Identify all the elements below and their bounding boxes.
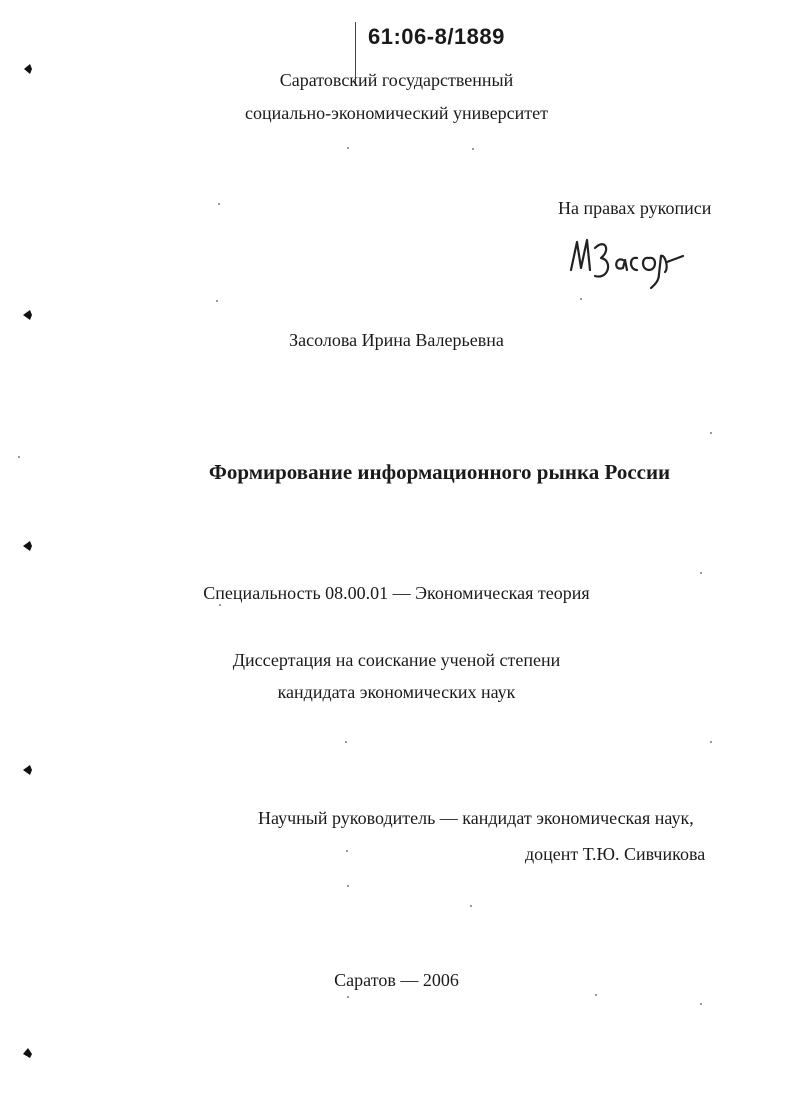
scan-speck	[345, 741, 347, 743]
dissertation-title: Формирование информационного рынка России	[208, 460, 671, 484]
supervisor-line-1: Научный руководитель — кандидат экономическая наук,	[258, 808, 694, 828]
scan-speck	[700, 1003, 702, 1005]
scan-speck	[347, 147, 349, 149]
scan-speck	[710, 741, 712, 743]
catalog-number: 61:06-8/1889	[368, 24, 505, 49]
place-year: Саратов — 2006	[334, 970, 459, 990]
scan-speck	[710, 432, 712, 434]
degree-line-1: Диссертация на соискание ученой степени	[232, 650, 561, 670]
binding-dot-icon	[22, 309, 34, 321]
manuscript-rights: На правах рукописи	[558, 198, 712, 218]
scan-speck	[218, 203, 220, 205]
specialty-line: Специальность 08.00.01 — Экономическая теория	[203, 583, 590, 603]
scan-speck	[219, 604, 221, 606]
scan-speck	[472, 148, 474, 150]
binding-dot-icon	[22, 540, 34, 552]
scan-speck	[347, 885, 349, 887]
scan-speck	[347, 996, 349, 998]
scan-speck	[595, 994, 597, 996]
scan-speck	[18, 456, 20, 458]
university-line-2: социально-экономический университет	[244, 103, 549, 123]
scan-speck	[580, 298, 582, 300]
binding-dot-icon	[22, 764, 34, 776]
binding-dot-icon	[22, 1047, 34, 1059]
author-name: Засолова Ирина Валерьевна	[289, 330, 504, 350]
binding-dot-icon	[22, 63, 34, 75]
scan-speck	[470, 905, 472, 907]
scan-speck	[700, 572, 702, 574]
supervisor-line-2: доцент Т.Ю. Сивчикова	[525, 844, 706, 864]
handwritten-signature	[565, 228, 685, 290]
degree-line-2: кандидата экономических наук	[277, 682, 516, 702]
scan-speck	[216, 300, 218, 302]
university-line-1: Саратовский государственный	[279, 70, 514, 90]
scan-speck	[346, 850, 348, 852]
